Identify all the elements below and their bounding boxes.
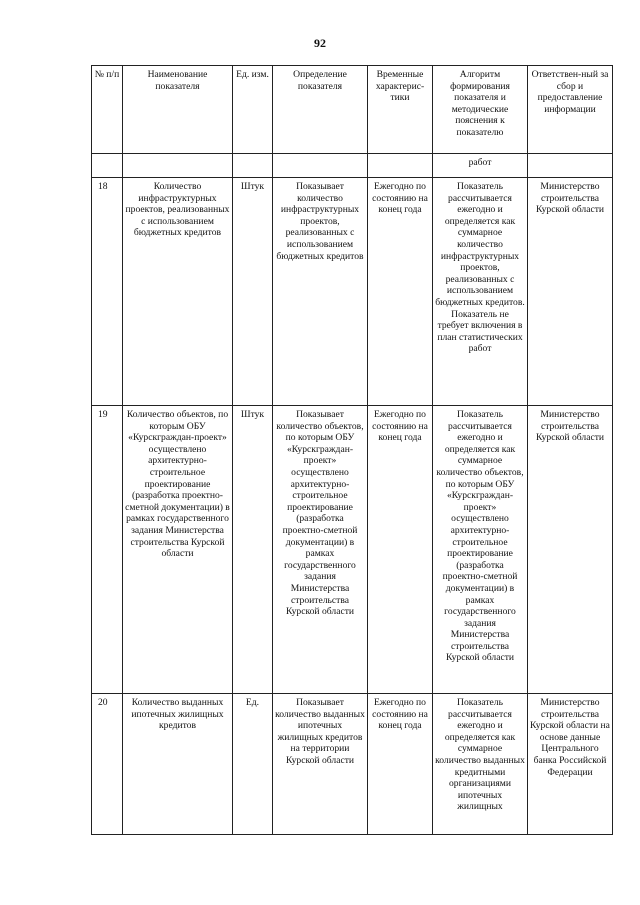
header-definition: Определение показателя <box>273 66 368 154</box>
cell-responsible: Министерство строительства Курской области на основе данные Центрального банка Российской Федерации <box>528 694 613 835</box>
cell-name: Количество инфраструктурных проектов, реализованных с использованием бюджетных кредитов <box>123 178 233 406</box>
cell-name: Количество объектов, по которым ОБУ «Курскграждан-проект» осуществлено архитектурно-строительное проектирование (разработка проектно-сметной документации) в рамках государственного задания Министерства строительства Курской области <box>123 406 233 694</box>
table-row <box>92 694 613 835</box>
cell-definition <box>273 154 368 178</box>
header-unit: Ед. изм. <box>233 66 273 154</box>
cell-num: 20 <box>92 694 123 835</box>
cell-time: Ежегодно по состоянию на конец года <box>368 178 433 406</box>
header-responsible: Ответствен-ный за сбор и предоставление информации <box>528 66 613 154</box>
cell-unit: Штук <box>233 406 273 694</box>
indicators-table <box>91 65 613 835</box>
cell-algorithm: Показатель рассчитывается ежегодно и определяется как суммарное количество объектов, по которым ОБУ «Курскграждан-проект» осуществлено архитектурно-строительное проектирование (разработка проектно-сметной документации) в рамках государственного задания Министерства строительства Курской области <box>433 406 528 694</box>
cell-time: Ежегодно по состоянию на конец года <box>368 406 433 694</box>
page-number: 92 <box>314 36 326 50</box>
cell-unit: Ед. <box>233 694 273 835</box>
cell-name <box>123 154 233 178</box>
cell-num: 18 <box>92 178 123 406</box>
cell-unit: Штук <box>233 178 273 406</box>
header-num: № п/п <box>92 66 123 154</box>
cell-responsible <box>528 154 613 178</box>
cell-definition: Показывает количество объектов, по которым ОБУ «Курскграждан-проект» осуществлено архитектурно-строительное проектирование (разработка проектно-сметной документации) в рамках государственного задания Министерства строительства Курской области <box>273 406 368 694</box>
cell-definition: Показывает количество инфраструктурных проектов, реализованных с использованием бюджетных кредитов <box>273 178 368 406</box>
table-header-row <box>92 66 613 154</box>
header-algorithm: Алгоритм формирования показателя и методические пояснения к показателю <box>433 66 528 154</box>
header-time: Временные характерис-тики <box>368 66 433 154</box>
cell-name: Количество выданных ипотечных жилищных кредитов <box>123 694 233 835</box>
table-row-continuation <box>92 154 613 178</box>
cell-definition: Показывает количество выданных ипотечных жилищных кредитов на территории Курской области <box>273 694 368 835</box>
cell-algorithm: Показатель рассчитывается ежегодно и определяется как суммарное количество выданных кредитными организациями ипотечных жилищных <box>433 694 528 835</box>
cell-time <box>368 154 433 178</box>
header-name: Наименование показателя <box>123 66 233 154</box>
cell-algorithm: Показатель рассчитывается ежегодно и определяется как суммарное количество инфраструктурных проектов, реализованных с использованием бюджетных кредитов. Показатель не требует включения в план статистических работ <box>433 178 528 406</box>
cell-responsible: Министерство строительства Курской области <box>528 406 613 694</box>
cell-responsible: Министерство строительства Курской области <box>528 178 613 406</box>
table-row <box>92 406 613 694</box>
cell-num: 19 <box>92 406 123 694</box>
cell-algorithm: работ <box>433 154 528 178</box>
cell-num <box>92 154 123 178</box>
cell-time: Ежегодно по состоянию на конец года <box>368 694 433 835</box>
cell-unit <box>233 154 273 178</box>
table-row <box>92 178 613 406</box>
